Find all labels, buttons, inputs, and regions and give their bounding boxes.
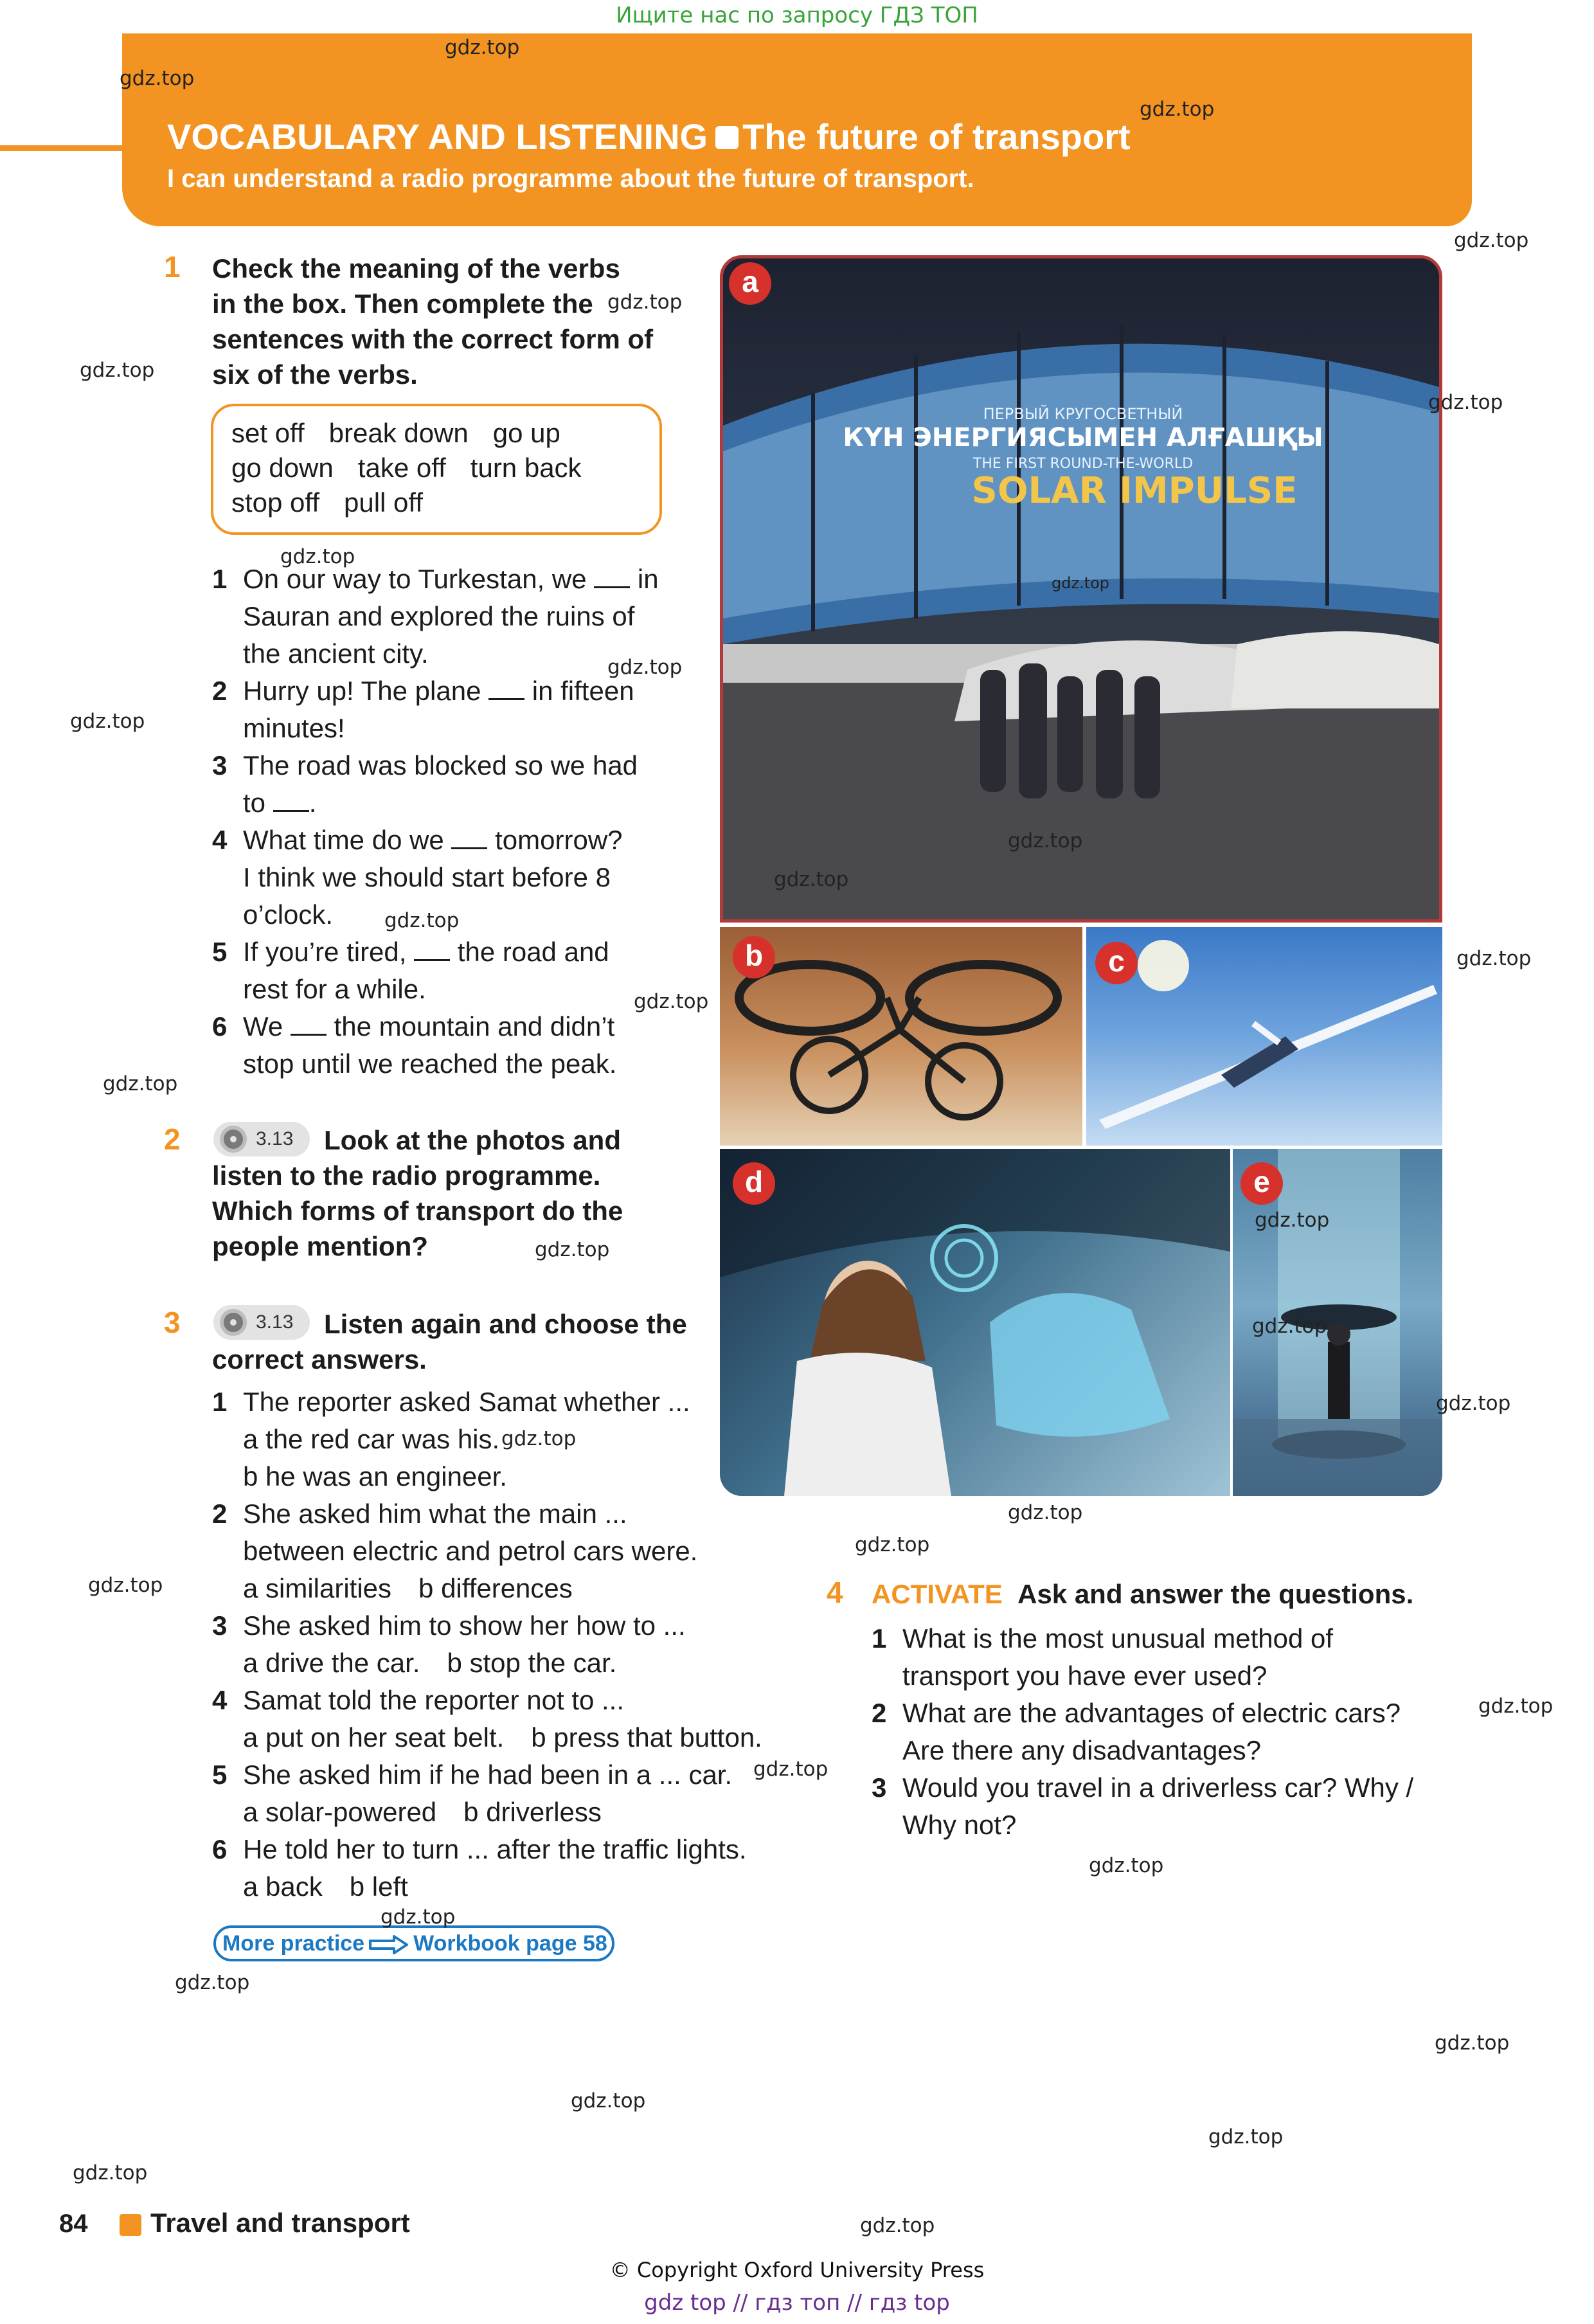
exercise-2-instructions: Which forms of transport do the (212, 1196, 623, 1226)
solar-plane-illustration (1086, 927, 1442, 1146)
watermark: gdz.top (384, 909, 460, 932)
answer-blank[interactable] (594, 569, 630, 588)
exercise-2-number: 2 (164, 1122, 181, 1156)
ex3-question (212, 1383, 690, 1495)
instruction-line: sentences with the correct form of (212, 324, 654, 354)
word-box-verb: go down (231, 453, 334, 483)
word-box-verb: pull off (344, 487, 423, 518)
option-b[interactable]: b press that button. (531, 1722, 762, 1752)
lesson-title (167, 116, 1131, 158)
ex1-sentence (212, 1008, 617, 1083)
audio-track-button[interactable] (213, 1305, 310, 1340)
question-text: What is the most unusual method of (902, 1623, 1334, 1653)
sentence-text: the ancient city. (243, 638, 429, 669)
watermark: gdz.top (88, 1574, 163, 1597)
exhibit-sign-logo: SOLAR IMPULSE (971, 470, 1298, 512)
sentence-text: On our way to Turkestan, we (243, 564, 587, 594)
question-text: Are there any disadvantages? (902, 1735, 1262, 1765)
ex3-question (212, 1756, 733, 1831)
option-a[interactable]: a the red car was his. (243, 1424, 500, 1454)
ex1-sentence (212, 561, 659, 672)
sentence-text: rest for a while. (243, 974, 426, 1004)
sentence-text: tomorrow? (495, 825, 623, 855)
sentence-text: in (637, 564, 659, 594)
word-box-row (231, 418, 585, 449)
item-number: 2 (212, 676, 228, 706)
watermark: gdz.top (1456, 947, 1532, 970)
option-a[interactable]: a drive the car. (243, 1648, 420, 1678)
word-box-verb: turn back (470, 453, 582, 483)
sentence-text: What time do we (243, 825, 444, 855)
item-number: 5 (212, 937, 228, 967)
question-text: She asked him what the main ... (243, 1499, 627, 1529)
ex1-sentence (212, 672, 634, 747)
option-b[interactable]: b stop the car. (447, 1648, 617, 1678)
square-bullet-icon (120, 2214, 141, 2236)
word-box-verb: take off (357, 453, 446, 483)
top-note: Ищите нас по запросу ГДЗ ТОП (616, 3, 978, 28)
watermark: gdz.top (381, 1905, 456, 1929)
watermark: gdz.top (855, 1533, 930, 1556)
option-b[interactable]: b left (349, 1871, 408, 1902)
option-a[interactable]: a solar-powered (243, 1797, 437, 1827)
photo-label-e: e (1240, 1162, 1283, 1205)
exercise-2-instructions: people mention? (212, 1231, 428, 1261)
watermark: gdz.top (607, 291, 683, 314)
word-box-row (231, 453, 606, 483)
watermark: gdz.top (1478, 1695, 1554, 1718)
instruction-line: Check the meaning of the verbs (212, 253, 620, 284)
item-number: 5 (212, 1760, 228, 1790)
sentence-text: the mountain and didn’t (334, 1011, 615, 1041)
footer-links[interactable]: gdz top // гдз топ // гдз top (644, 2290, 950, 2316)
audio-track-button[interactable] (213, 1122, 310, 1157)
sentence-text: to (243, 788, 266, 818)
watermark: gdz.top (70, 710, 145, 733)
item-number: 6 (212, 1011, 228, 1041)
sentence-text: Sauran and explored the ruins of (243, 601, 635, 631)
answer-blank[interactable] (273, 793, 309, 812)
instruction-line: six of the verbs. (212, 359, 418, 390)
item-number: 1 (212, 1387, 228, 1417)
watermark: gdz.top (607, 656, 683, 679)
header-rule (0, 145, 122, 151)
watermark: gdz.top (445, 36, 520, 59)
watermark: gdz.top (1008, 1501, 1083, 1524)
photo-label-d: d (733, 1162, 775, 1205)
ex3-question (212, 1831, 747, 1905)
word-box-verb: go up (492, 418, 560, 448)
answer-blank[interactable] (414, 942, 450, 961)
watermark: gdz.top (774, 868, 849, 891)
watermark: gdz.top (535, 1238, 610, 1261)
watermark: gdz.top (103, 1072, 178, 1095)
watermark: gdz.top (1428, 391, 1503, 414)
item-number: 1 (872, 1623, 887, 1653)
watermark: gdz.top (80, 359, 155, 382)
track-number: 3.13 (256, 1128, 294, 1149)
sentence-text: the road and (457, 937, 609, 967)
watermark: gdz.top (120, 67, 195, 90)
question-text: transport you have ever used? (902, 1661, 1267, 1691)
word-box (211, 404, 662, 535)
item-number: 2 (212, 1499, 228, 1529)
exercise-3-instructions: correct answers. (212, 1344, 427, 1374)
sentence-text: o’clock. (243, 899, 334, 930)
photo-label-b: b (733, 936, 775, 978)
question-text: She asked him if he had been in a ... car. (243, 1760, 733, 1790)
option-b[interactable]: b differences (418, 1573, 573, 1603)
sentence-text: We (243, 1011, 283, 1041)
watermark: gdz.top (860, 2214, 935, 2237)
question-text: Why not? (902, 1810, 1017, 1840)
question-text: between electric and petrol cars were. (243, 1536, 698, 1566)
question-text: He told her to turn ... after the traffic lights. (243, 1834, 747, 1864)
exercise-3-instructions: Listen again and choose the (324, 1309, 687, 1339)
watermark: gdz.top (1454, 229, 1529, 252)
question-text: Would you travel in a driverless car? Why / (902, 1772, 1414, 1803)
question-text: The reporter asked Samat whether ... (243, 1387, 690, 1417)
photo-label-a: a (729, 262, 771, 305)
exercise-4-instructions (872, 1576, 1413, 1612)
exhibit-sign-line: КҮН ЭНЕРГИЯСЫМЕН АЛҒАШҚЫ (843, 423, 1323, 453)
lesson-objective: I can understand a radio programme about the future of transport. (167, 165, 974, 193)
exhibit-sign-line: THE FIRST ROUND-THE-WORLD (972, 456, 1194, 472)
ex4-question (872, 1620, 1334, 1695)
exercise-1-number: 1 (164, 250, 181, 284)
audio-cd-icon (220, 1309, 247, 1336)
sentence-text: . (309, 788, 317, 818)
word-box-verb: set off (231, 418, 305, 448)
watermark: gdz.top (1140, 98, 1215, 121)
sentence-text: The road was blocked so we had (243, 750, 638, 780)
watermark: gdz.top (280, 545, 355, 568)
item-number: 3 (212, 750, 228, 780)
item-number: 3 (872, 1772, 887, 1803)
sentence-text: I think we should start before 8 (243, 862, 611, 892)
ex4-question (872, 1769, 1414, 1844)
option-b[interactable]: b he was an engineer. (243, 1461, 507, 1491)
exercise-1-instructions (212, 251, 653, 392)
sentence-text: stop until we reached the peak. (243, 1049, 617, 1079)
watermark: gdz.top (571, 2089, 646, 2112)
exercise-2-instructions: Look at the photos and (324, 1125, 621, 1155)
driverless-car-illustration (720, 1149, 1230, 1496)
ex1-sentence (212, 933, 609, 1008)
option-b[interactable]: b driverless (463, 1797, 602, 1827)
sentence-text: Hurry up! The plane (243, 676, 481, 706)
exercise-3-number: 3 (164, 1306, 181, 1339)
option-a[interactable]: a similarities (243, 1573, 392, 1603)
item-number: 4 (212, 1685, 228, 1715)
question-text: What are the advantages of electric cars? (902, 1698, 1401, 1728)
watermark: gdz.top (753, 1758, 828, 1781)
question-text: She asked him to show her how to ... (243, 1610, 686, 1641)
instruction-line: in the box. Then complete the (212, 289, 593, 319)
option-a[interactable]: a put on her seat belt. (243, 1722, 505, 1752)
ex4-question (872, 1695, 1401, 1769)
exercise-4-title: Ask and answer the questions. (1017, 1579, 1414, 1609)
word-box-verb: stop off (231, 487, 319, 518)
word-box-row (231, 487, 447, 518)
audio-cd-icon (220, 1126, 247, 1153)
answer-blank[interactable] (488, 681, 524, 700)
watermark: gdz.top (1435, 2031, 1510, 2055)
question-text: Samat told the reporter not to ... (243, 1685, 624, 1715)
photo-label-c: c (1095, 942, 1138, 984)
arrow-right-icon (368, 1935, 409, 1954)
item-number: 3 (212, 1610, 228, 1641)
unit-title: Travel and transport (150, 2208, 410, 2238)
workbook-page-label: Workbook page 58 (413, 1931, 607, 1956)
watermark: gdz.top (1089, 1854, 1164, 1877)
answer-blank[interactable] (451, 830, 487, 849)
watermark: gdz.top (1436, 1392, 1511, 1415)
word-box-verb: break down (328, 418, 469, 448)
lesson-topic: The future of transport (742, 116, 1131, 157)
item-number: 2 (872, 1698, 887, 1728)
watermark: gdz.top (1255, 1209, 1330, 1232)
watermark: gdz.top (1252, 1315, 1327, 1338)
watermark: gdz.top (1008, 829, 1083, 852)
photo-d-driverless-car (720, 1149, 1230, 1496)
more-practice-label: More practice (222, 1931, 365, 1956)
ex3-question (212, 1495, 698, 1607)
watermark: gdz.top (73, 2161, 148, 2184)
sentence-text: minutes! (243, 713, 345, 743)
exercise-4-number: 4 (827, 1576, 843, 1609)
sentence-text: in fifteen (532, 676, 634, 706)
watermark: gdz.top (1208, 2125, 1284, 2148)
exercise-2-instructions: listen to the radio programme. (212, 1160, 601, 1191)
option-a[interactable]: a back (243, 1871, 323, 1902)
item-number: 1 (212, 564, 228, 594)
page-number: 84 (59, 2210, 88, 2238)
ex3-question (212, 1682, 762, 1756)
answer-blank[interactable] (291, 1016, 327, 1036)
watermark: gdz.top (501, 1427, 577, 1450)
watermark: gdz.top (175, 1971, 250, 1994)
ex3-question (212, 1607, 686, 1682)
workbook-link[interactable] (213, 1925, 614, 1961)
ex1-sentence (212, 747, 638, 822)
lesson-section: VOCABULARY AND LISTENING (167, 116, 708, 157)
copyright-notice: © Copyright Oxford University Press (609, 2258, 985, 2282)
watermark: gdz.top (1052, 574, 1110, 592)
watermark: gdz.top (634, 990, 709, 1013)
activate-label: ACTIVATE (872, 1579, 1003, 1609)
item-number: 6 (212, 1834, 228, 1864)
exhibit-sign-line: ПЕРВЫЙ КРУГОСВЕТНЫЙ (983, 405, 1183, 423)
square-bullet-icon (715, 126, 739, 149)
item-number: 4 (212, 825, 228, 855)
track-number: 3.13 (256, 1311, 294, 1333)
sentence-text: If you’re tired, (243, 937, 407, 967)
photo-c-solar-plane (1086, 927, 1442, 1146)
